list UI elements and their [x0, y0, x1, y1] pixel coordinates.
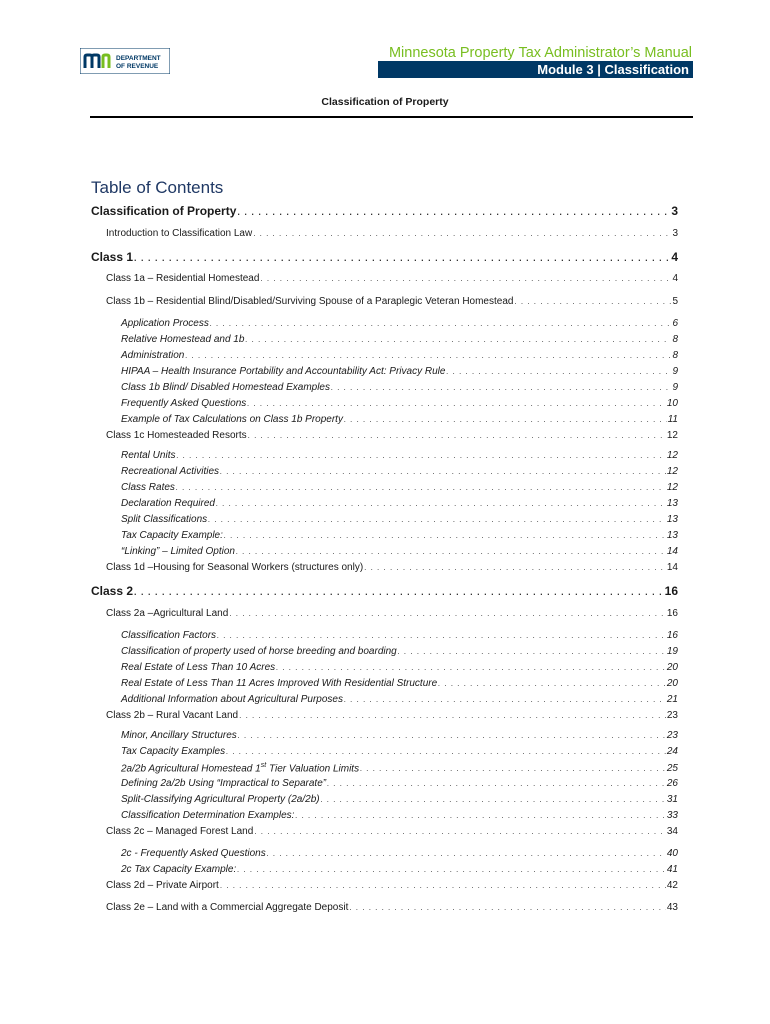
toc-entry[interactable]: [121, 678, 678, 694]
toc-entry[interactable]: [106, 562, 678, 578]
toc-dot-leader: [327, 778, 666, 789]
toc-dot-leader: [220, 466, 666, 477]
toc-entry[interactable]: [121, 514, 678, 530]
toc-page-number: 9: [672, 382, 678, 393]
toc-entry[interactable]: [121, 546, 678, 562]
toc-dot-leader: [134, 250, 670, 264]
toc-page-number: 13: [666, 514, 678, 525]
toc-page-number: 42: [666, 880, 678, 891]
toc-entry[interactable]: [121, 662, 678, 678]
toc-entry[interactable]: [106, 430, 678, 446]
toc-dot-leader: [185, 350, 671, 361]
toc-page-number: 19: [666, 646, 678, 657]
toc-entry[interactable]: [106, 710, 678, 726]
toc-dot-leader: [217, 630, 666, 641]
running-title: Classification of Property: [321, 96, 449, 108]
toc-entry-title: Class 1c Homesteaded Resorts: [106, 430, 247, 441]
toc-entry-title: Class 2a –Agricultural Land: [106, 608, 229, 619]
toc-dot-leader: [238, 730, 666, 741]
toc-entry-superscript: st: [260, 762, 267, 769]
toc-entry[interactable]: [121, 350, 678, 366]
toc-entry[interactable]: [121, 762, 678, 778]
toc-page-number: 20: [666, 678, 678, 689]
toc-entry-title: “Linking” – Limited Option: [121, 546, 235, 557]
toc-entry[interactable]: [121, 746, 678, 762]
manual-title: Minnesota Property Tax Administrator’s Manual: [388, 45, 692, 61]
toc-entry[interactable]: [106, 273, 678, 289]
toc-dot-leader: [254, 826, 666, 837]
toc-page-number: 12: [666, 450, 678, 461]
toc-dot-leader: [248, 430, 666, 441]
toc-entry[interactable]: [121, 482, 678, 498]
toc-entry-title: Rental Units: [121, 450, 176, 461]
toc-dot-leader: [267, 848, 666, 859]
toc-page-number: 24: [666, 746, 678, 757]
toc-page-number: 23: [666, 710, 678, 721]
toc-page-number: 34: [666, 826, 678, 837]
toc-entry[interactable]: [106, 228, 678, 244]
toc-dot-leader: [438, 678, 666, 689]
toc-entry[interactable]: [121, 864, 678, 880]
toc-page-number: 8: [672, 350, 678, 361]
toc-page-number: 12: [666, 482, 678, 493]
toc-entry[interactable]: [121, 398, 678, 414]
toc-page-number: 16: [666, 630, 678, 641]
toc-entry-title: Introduction to Classification Law: [106, 228, 253, 239]
toc-page-number: 12: [666, 466, 678, 477]
toc-page-number: 14: [666, 562, 678, 573]
toc-dot-leader: [349, 902, 666, 913]
module-label: Module 3 | Classification: [537, 62, 689, 77]
toc-entry-title: Example of Tax Calculations on Class 1b Property: [121, 414, 343, 425]
toc-dot-leader: [253, 228, 671, 239]
toc-page-number: 9: [672, 366, 678, 377]
toc-dot-leader: [236, 546, 666, 557]
toc-entry-title: Frequently Asked Questions: [121, 398, 247, 409]
toc-dot-leader: [344, 414, 667, 425]
toc-page-number: 33: [666, 810, 678, 821]
toc-entry[interactable]: [121, 450, 678, 466]
toc-entry-title: Tax Capacity Examples: [121, 746, 226, 757]
toc-page-number: 10: [666, 398, 678, 409]
toc-entry[interactable]: [121, 810, 678, 826]
toc-heading: Table of Contents: [91, 178, 224, 197]
toc-dot-leader: [210, 318, 672, 329]
toc-dot-leader: [344, 694, 666, 705]
toc-dot-leader: [176, 482, 666, 493]
toc-dot-leader: [229, 608, 666, 619]
toc-dot-leader: [398, 646, 666, 657]
toc-dot-leader: [360, 763, 666, 774]
toc-entry[interactable]: [106, 880, 678, 896]
toc-entry-title: Classification of property used of horse breeding and boarding: [121, 646, 397, 657]
toc-page-number: 6: [672, 318, 678, 329]
mn-logo-icon: [80, 48, 170, 74]
toc-dot-leader: [514, 296, 671, 307]
toc-entry-title: Class 2d – Private Airport: [106, 880, 219, 891]
toc-entry[interactable]: [121, 498, 678, 514]
toc-page-number: 16: [666, 608, 678, 619]
toc-entry[interactable]: [106, 296, 678, 312]
toc-entry-title: 2c Tax Capacity Example:: [121, 864, 237, 875]
toc-entry[interactable]: [121, 466, 678, 482]
toc-entry-title: Class 1b Blind/ Disabled Homestead Examples: [121, 382, 330, 393]
toc-page-number: 8: [672, 334, 678, 345]
toc-dot-leader: [134, 584, 664, 598]
toc-entry[interactable]: [121, 794, 678, 810]
toc-entry[interactable]: [121, 530, 678, 546]
toc-entry[interactable]: [121, 382, 678, 398]
toc-entry[interactable]: [121, 778, 678, 794]
toc-entry[interactable]: [91, 584, 678, 600]
toc-entry-title: Class 1b – Residential Blind/Disabled/Surviving Spouse of a Paraplegic Veteran Homestead: [106, 296, 514, 307]
toc-page-number: 16: [664, 584, 678, 598]
toc-entry[interactable]: [121, 630, 678, 646]
toc-entry-title: Class 1a – Residential Homestead: [106, 273, 260, 284]
toc-entry-title: Classification Factors: [121, 630, 217, 641]
toc-page-number: 13: [666, 498, 678, 509]
toc-entry-title: Class Rates: [121, 482, 175, 493]
toc-entry[interactable]: [106, 608, 678, 624]
toc-dot-leader: [208, 514, 666, 525]
toc-page-number: 12: [666, 430, 678, 441]
toc-page-number: 3: [671, 204, 678, 218]
toc-page-number: 31: [666, 794, 678, 805]
toc-dot-leader: [364, 562, 666, 573]
toc-dot-leader: [239, 710, 666, 721]
toc-entry-title: Relative Homestead and 1b: [121, 334, 245, 345]
toc-entry-title: Recreational Activities: [121, 466, 220, 477]
toc-dot-leader: [321, 794, 666, 805]
toc-page-number: 21: [666, 694, 678, 705]
toc-page-number: 23: [666, 730, 678, 741]
toc-entry-title: Class 2: [91, 584, 134, 598]
svg-text:DEPARTMENT: DEPARTMENT: [116, 55, 161, 62]
toc-page-number: 3: [672, 228, 678, 239]
toc-entry-title: Real Estate of Less Than 10 Acres: [121, 662, 276, 673]
toc-page-number: 11: [667, 414, 678, 425]
toc-entry-title: Additional Information about Agricultural Purposes: [121, 694, 343, 705]
toc-dot-leader: [295, 810, 665, 821]
toc-dot-leader: [176, 450, 665, 461]
toc-entry[interactable]: [121, 366, 678, 382]
toc-entry-title: 2c - Frequently Asked Questions: [121, 848, 266, 859]
toc-entry[interactable]: [121, 414, 678, 430]
toc-page-number: 4: [672, 273, 678, 284]
toc-entry-title: Class 2e – Land with a Commercial Aggregate Deposit: [106, 902, 349, 913]
toc-dot-leader: [237, 204, 670, 218]
toc-dot-leader: [220, 880, 666, 891]
toc-entry-title: Split Classifications: [121, 514, 208, 525]
toc-entry-title: Tax Capacity Example:: [121, 530, 223, 541]
toc-entry[interactable]: [106, 826, 678, 842]
toc-entry-title: Administration: [121, 350, 185, 361]
toc-entry[interactable]: [121, 646, 678, 662]
toc-dot-leader: [446, 366, 671, 377]
toc-dot-leader: [237, 864, 666, 875]
toc-dot-leader: [276, 662, 666, 673]
toc-page-number: 14: [666, 546, 678, 557]
toc-page-number: 40: [666, 848, 678, 859]
toc-page-number: 5: [672, 296, 678, 307]
toc-entry[interactable]: [121, 694, 678, 710]
toc-entry-title: Split-Classifying Agricultural Property (2a/2b): [121, 794, 320, 805]
toc-entry-title: Minor, Ancillary Structures: [121, 730, 237, 741]
toc-entry-title: Real Estate of Less Than 11 Acres Improved With Residential Structure: [121, 678, 438, 689]
toc-entry[interactable]: [91, 204, 678, 220]
toc-entry[interactable]: [121, 848, 678, 864]
toc-page-number: 20: [666, 662, 678, 673]
toc-entry-title: 2a/2b Agricultural Homestead 1st Tier Valuation Limits: [121, 762, 360, 775]
toc-dot-leader: [245, 334, 671, 345]
svg-text:OF REVENUE: OF REVENUE: [116, 63, 159, 70]
toc-dot-leader: [247, 398, 666, 409]
toc-page-number: 43: [666, 902, 678, 913]
toc-dot-leader: [260, 273, 671, 284]
toc-page-number: 13: [666, 530, 678, 541]
toc-entry-title: Class 1d –Housing for Seasonal Workers (structures only): [106, 562, 364, 573]
toc-page-number: 41: [666, 864, 678, 875]
header-rule: [90, 116, 693, 118]
toc-entry[interactable]: [106, 902, 678, 918]
toc-entry[interactable]: [121, 318, 678, 334]
toc-entry[interactable]: [121, 730, 678, 746]
toc-entry-title: Class 1: [91, 250, 134, 264]
toc-dot-leader: [224, 530, 666, 541]
toc-entry[interactable]: [91, 250, 678, 266]
mn-revenue-logo: [80, 48, 170, 74]
toc-dot-leader: [226, 746, 666, 757]
toc-page-number: 4: [671, 250, 678, 264]
toc-entry-title: Classification Determination Examples:: [121, 810, 295, 821]
toc-entry-title: Class 2c – Managed Forest Land: [106, 826, 254, 837]
toc-entry-title: Defining 2a/2b Using “Impractical to Separate”: [121, 778, 327, 789]
toc-entry-title: Application Process: [121, 318, 209, 329]
toc-entry-title: Classification of Property: [91, 204, 237, 218]
toc-page-number: 26: [666, 778, 678, 789]
toc-page-number: 25: [666, 763, 678, 775]
toc-entry-title: Declaration Required: [121, 498, 215, 509]
toc-dot-leader: [216, 498, 666, 509]
toc-entry-title: HIPAA – Health Insurance Portability and Accountability Act: Privacy Rule: [121, 366, 446, 377]
toc-entry-title: Class 2b – Rural Vacant Land: [106, 710, 239, 721]
toc-entry[interactable]: [121, 334, 678, 350]
toc-dot-leader: [331, 382, 671, 393]
